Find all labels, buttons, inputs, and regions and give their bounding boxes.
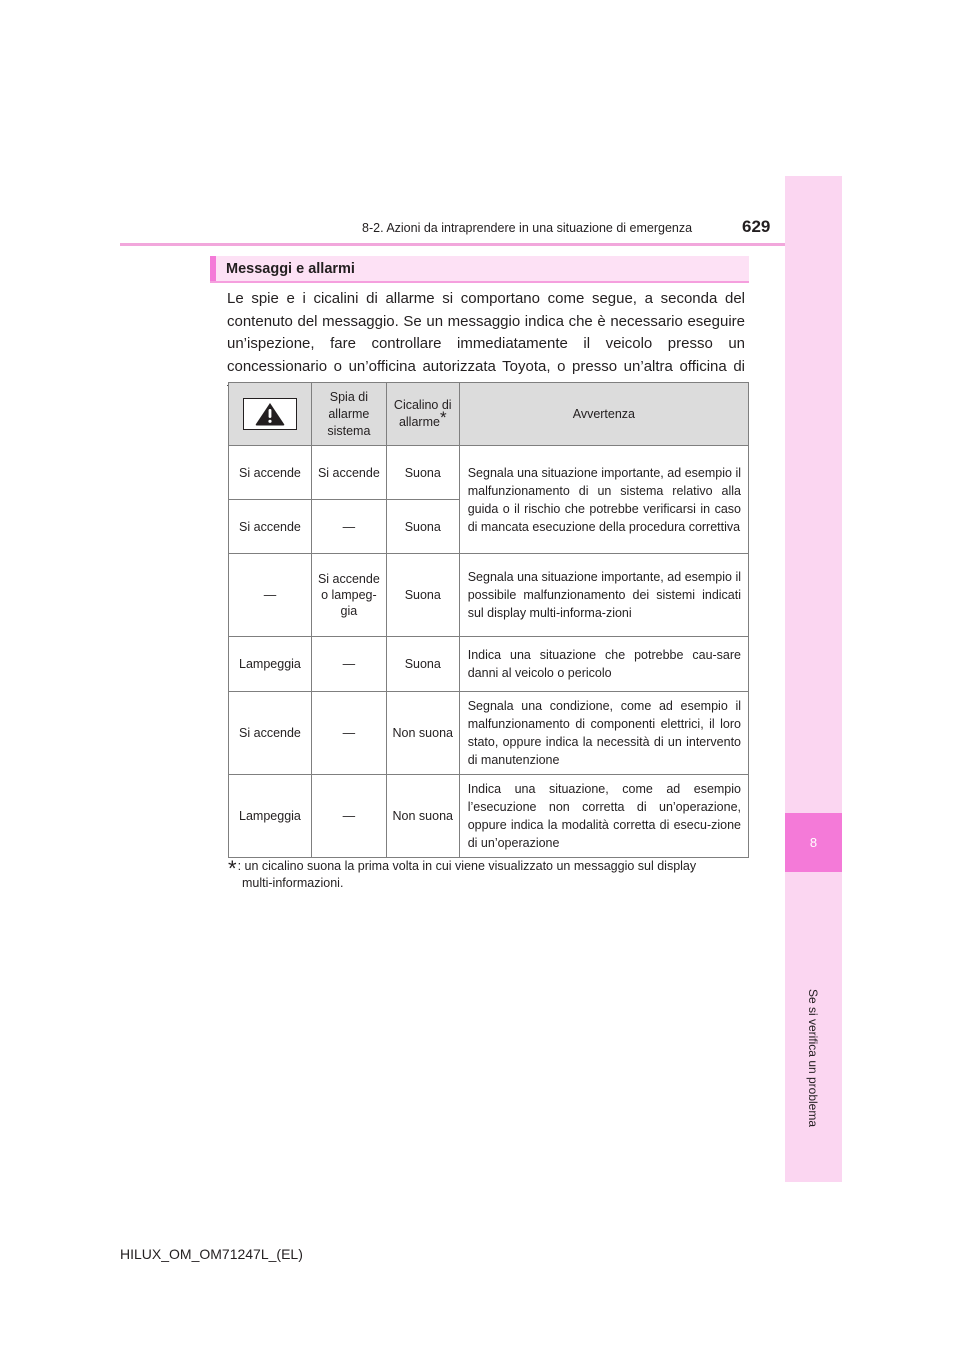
cell-spia: — [311,500,386,554]
cell-cicalino: Suona [386,637,459,692]
table-header-row [229,383,749,446]
messages-table [228,382,749,858]
header-cicalino-label: Cicalino di allarme [393,398,452,429]
footnote [228,858,745,892]
cell-icon-state: Si accende [229,500,312,554]
section-title: 8-2. Azioni da intraprendere in una situazione di emergenza [362,221,693,235]
cell-icon-state: Si accende [229,692,312,775]
table-row [229,775,749,858]
footnote-mark: * [439,407,447,427]
cell-cicalino: Non suona [386,775,459,858]
header-icon-cell [229,383,312,446]
cell-avvertenza: Segnala una situazione importante, ad esempio il malfunzionamento di un sistema relativo alla guida o il rischio che potrebbe verificarsi in caso di mancata esecuzione della procedura correttiva [459,446,748,554]
section-heading [210,256,749,283]
header-rule [120,243,842,246]
table-row [229,637,749,692]
side-tab-number: 8 [785,813,842,872]
side-tab [785,176,842,1182]
header-avvertenza: Avvertenza [459,383,748,446]
section-heading-text: Messaggi e allarmi [226,261,355,277]
intro-paragraph: Le spie e i cicalini di allarme si comportano come segue, a seconda del contenuto del messaggio. Se un messaggio indica che è necessario eseguire un’ispezione, fare controllare immediatamente il veicolo presso un concessionario o un’officina autorizzata Toyota, o presso un’altra officina di [227,290,745,375]
side-tab-label: Se si verifica un problema [806,988,820,1128]
table-row [229,554,749,637]
footnote-text-line1: : un cicalino suona la prima volta in cui viene visualizzato un messaggio sul display [237,859,697,873]
cell-spia: Si accende [311,446,386,500]
footnote-text-line2: multi-informazioni. [242,876,344,890]
footnote-star: * [228,856,237,881]
cell-spia: — [311,637,386,692]
cell-cicalino: Suona [386,446,459,500]
cell-avvertenza: Indica una situazione, come ad esempio l’esecuzione non corretta di un’operazione, oppure indica la modalità corretta di esecu-zione di un’operazione [459,775,748,858]
header-cicalino [386,383,459,446]
cell-avvertenza: Indica una situazione che potrebbe cau-sare danni al veicolo o pericolo [459,637,748,692]
warning-triangle-icon [243,398,297,430]
table-row [229,446,749,500]
document-code: HILUX_OM_OM71247L_(EL) [120,1246,303,1262]
cell-cicalino: Non suona [386,692,459,775]
page-number: 629 [742,217,771,236]
cell-cicalino: Suona [386,554,459,637]
cell-cicalino: Suona [386,500,459,554]
table-row [229,692,749,775]
cell-icon-state: Si accende [229,446,312,500]
cell-icon-state: — [229,554,312,637]
cell-avvertenza: Segnala una condizione, come ad esempio il malfunzionamento di componenti elettrici, il loro stato, oppure indica la necessità di un intervento di manutenzione [459,692,748,775]
cell-spia: — [311,692,386,775]
cell-icon-state: Lampeggia [229,775,312,858]
cell-icon-state: Lampeggia [229,637,312,692]
cell-spia: Si accende o lampeg-gia [311,554,386,637]
header-spia: Spia di allarme sistema [311,383,386,446]
cell-avvertenza: Segnala una situazione importante, ad esempio il possibile malfunzionamento dei sistemi indicati sul display multi-informa-zioni [459,554,748,637]
cell-spia: — [311,775,386,858]
